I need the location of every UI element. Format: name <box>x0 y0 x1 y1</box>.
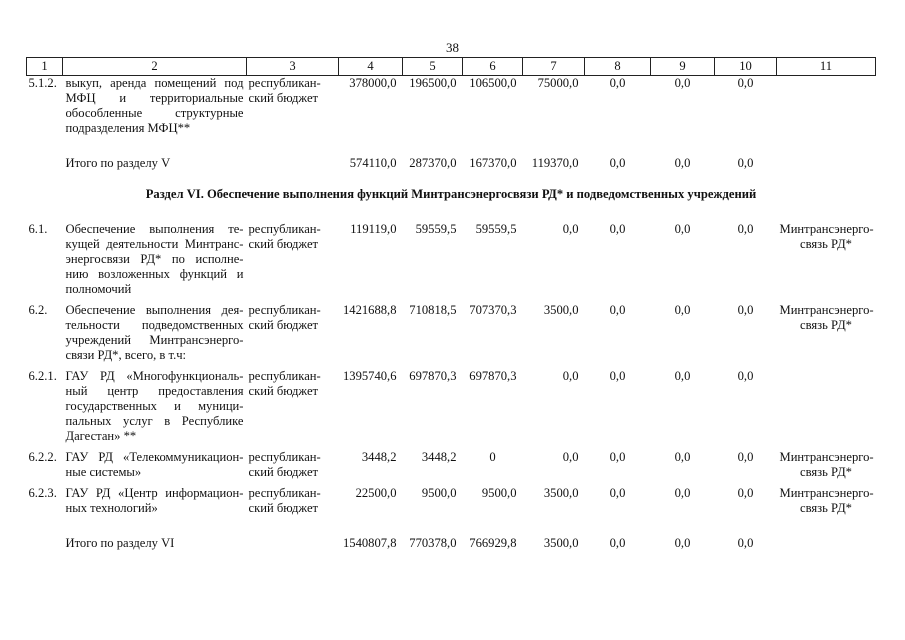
value-col5: 9500,0 <box>421 486 457 500</box>
row-code: 6.2.3. <box>28 486 57 500</box>
responsible <box>777 536 876 551</box>
row-code: 6.1. <box>28 222 48 236</box>
value-col7: 0,0 <box>562 222 579 236</box>
column-header: 5 <box>403 58 463 76</box>
value-col9: 0,0 <box>674 450 691 464</box>
value-col7: 3500,0 <box>543 303 579 317</box>
funding-source <box>247 156 339 171</box>
table-row <box>27 76 876 137</box>
row-description: Итого по разделу VI <box>65 536 175 550</box>
value-col4: 378000,0 <box>349 76 397 90</box>
value-col4: 1421688,8 <box>342 303 397 317</box>
total-row <box>27 536 876 551</box>
responsible: Минтрансэнерго-связь РД* <box>779 486 874 515</box>
value-col9: 0,0 <box>674 156 691 170</box>
funding-source: республикан-ский бюджет <box>248 76 321 105</box>
column-header: 4 <box>339 58 403 76</box>
responsible: Минтрансэнерго-связь РД* <box>779 222 874 251</box>
value-col7: 75000,0 <box>537 76 579 90</box>
value-col8: 0,0 <box>609 450 626 464</box>
value-col9: 0,0 <box>674 222 691 236</box>
row-code <box>27 536 63 551</box>
value-col5: 697870,3 <box>409 369 457 383</box>
value-col10: 0,0 <box>737 536 754 550</box>
funding-source: республикан-ский бюджет <box>248 369 321 398</box>
total-row <box>27 156 876 171</box>
column-header: 9 <box>651 58 715 76</box>
value-col6: 9500,0 <box>481 486 517 500</box>
value-col8: 0,0 <box>609 303 626 317</box>
column-header: 2 <box>63 58 247 76</box>
value-col7: 3500,0 <box>543 486 579 500</box>
funding-source: республикан-ский бюджет <box>248 222 321 251</box>
value-col5: 287370,0 <box>409 156 457 170</box>
funding-source: республикан-ский бюджет <box>248 450 321 479</box>
value-col10: 0,0 <box>737 76 754 90</box>
value-col5: 770378,0 <box>409 536 457 550</box>
table-row <box>27 303 876 363</box>
table-row <box>27 222 876 297</box>
funding-source: республикан-ский бюджет <box>248 303 321 332</box>
value-col9: 0,0 <box>674 76 691 90</box>
table-row <box>27 450 876 480</box>
value-col6: 707370,3 <box>469 303 517 317</box>
value-col10: 0,0 <box>737 450 754 464</box>
row-description: ГАУ РД «Телекоммуникацион-ные системы» <box>65 450 244 479</box>
row-code: 6.2. <box>28 303 48 317</box>
value-col6: 0 <box>489 450 496 464</box>
value-col10: 0,0 <box>737 222 754 236</box>
row-description: Обеспечение выполнения дея-тельности подведомственных учреждений Минтрансэнерго-связи РД*, всего, в т.ч: <box>65 303 244 362</box>
value-col4: 1395740,6 <box>342 369 397 383</box>
column-header: 11 <box>777 58 876 76</box>
column-number-row <box>27 58 876 76</box>
row-code: 6.2.1. <box>28 369 57 383</box>
column-header: 1 <box>27 58 63 76</box>
section-title: Раздел VI. Обеспечение выполнения функций Минтрансэнергосвязи РД* и подведомственных учреждений <box>145 187 757 201</box>
value-col9: 0,0 <box>674 536 691 550</box>
value-col5: 3448,2 <box>421 450 457 464</box>
value-col4: 574110,0 <box>349 156 397 170</box>
row-code: 5.1.2. <box>28 76 57 90</box>
value-col10: 0,0 <box>737 369 754 383</box>
value-col6: 167370,0 <box>469 156 517 170</box>
value-col4: 119119,0 <box>350 222 397 236</box>
value-col8: 0,0 <box>609 222 626 236</box>
value-col8: 0,0 <box>609 156 626 170</box>
row-code <box>27 156 63 171</box>
value-col6: 59559,5 <box>475 222 517 236</box>
column-header: 8 <box>585 58 651 76</box>
row-code: 6.2.2. <box>28 450 57 464</box>
budget-table <box>26 57 876 551</box>
value-col4: 1540807,8 <box>342 536 397 550</box>
section-heading-row <box>27 171 876 222</box>
value-col9: 0,0 <box>674 303 691 317</box>
column-header: 6 <box>463 58 523 76</box>
funding-source <box>247 536 339 551</box>
row-description: ГАУ РД «Многофункциональ-ный центр предоставления государственных и муници-пальных услуг в Республике Дагестан» ** <box>65 369 244 443</box>
value-col7: 0,0 <box>562 369 579 383</box>
row-description: Итого по разделу V <box>65 156 171 170</box>
page-number: 38 <box>446 40 459 55</box>
row-description: ГАУ РД «Центр информацион-ных технологий» <box>65 486 244 515</box>
value-col5: 59559,5 <box>415 222 457 236</box>
responsible <box>777 156 876 171</box>
responsible: Минтрансэнерго-связь РД* <box>779 303 874 332</box>
funding-source: республикан-ский бюджет <box>248 486 321 515</box>
value-col5: 710818,5 <box>409 303 457 317</box>
column-header: 10 <box>715 58 777 76</box>
value-col6: 697870,3 <box>469 369 517 383</box>
value-col9: 0,0 <box>674 369 691 383</box>
value-col8: 0,0 <box>609 536 626 550</box>
table-row <box>27 486 876 516</box>
value-col8: 0,0 <box>609 486 626 500</box>
value-col6: 106500,0 <box>469 76 517 90</box>
value-col6: 766929,8 <box>469 536 517 550</box>
value-col10: 0,0 <box>737 486 754 500</box>
column-header: 7 <box>523 58 585 76</box>
value-col7: 0,0 <box>562 450 579 464</box>
value-col8: 0,0 <box>609 369 626 383</box>
value-col7: 3500,0 <box>543 536 579 550</box>
row-description: Обеспечение выполнения те-кущей деятельности Минтранс-энергосвязи РД* по исполне-нию возложенных функций и полномочий <box>65 222 244 296</box>
column-header: 3 <box>247 58 339 76</box>
value-col4: 3448,2 <box>361 450 397 464</box>
value-col9: 0,0 <box>674 486 691 500</box>
row-description: выкуп, аренда помещений под МФЦ и территориальные обособленные структурные подразделения МФЦ** <box>65 76 244 135</box>
value-col4: 22500,0 <box>355 486 397 500</box>
responsible <box>777 369 876 444</box>
value-col10: 0,0 <box>737 303 754 317</box>
table-row <box>27 369 876 444</box>
responsible <box>777 76 876 137</box>
value-col5: 196500,0 <box>409 76 457 90</box>
responsible: Минтрансэнерго-связь РД* <box>779 450 874 479</box>
value-col7: 119370,0 <box>531 156 579 170</box>
value-col10: 0,0 <box>737 156 754 170</box>
value-col8: 0,0 <box>609 76 626 90</box>
